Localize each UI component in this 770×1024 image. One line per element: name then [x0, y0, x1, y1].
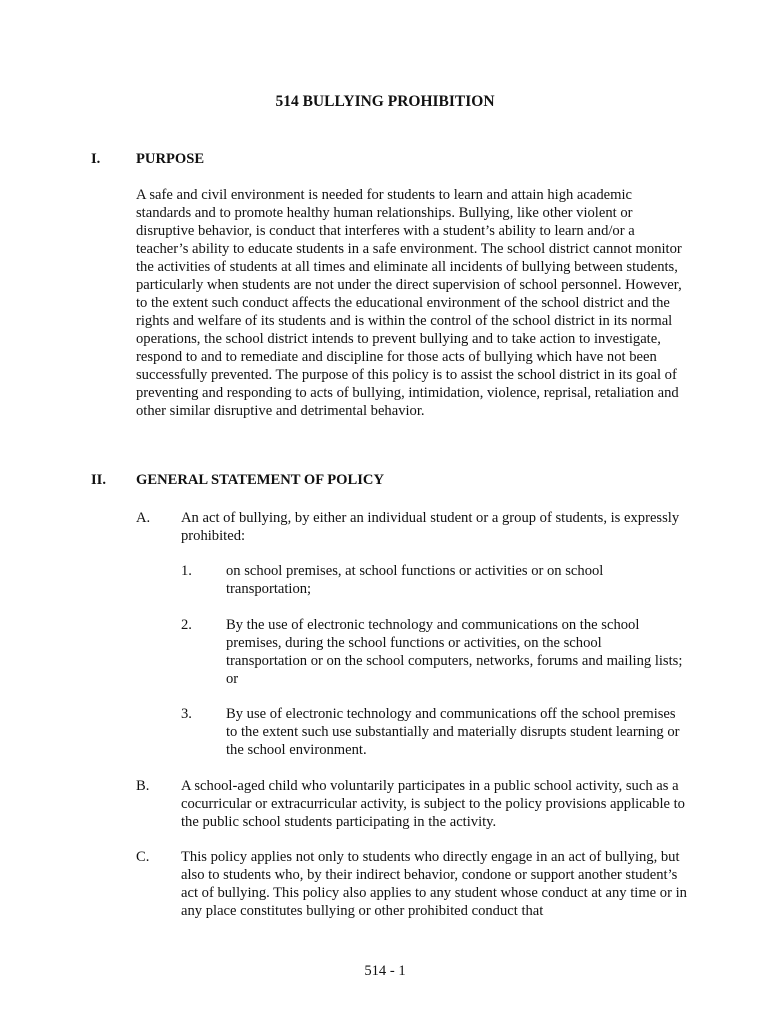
subitem-number-3: 3.: [181, 706, 192, 722]
item-text-c: This policy applies not only to students who directly engage in an act of bullying, but also to students who, by their indirect behavior, condone or support another student’s act of bullying. This policy also applies to any student whose conduct at any time or in any place constitutes bullying or other prohibited conduct that: [181, 849, 687, 919]
document-title: 514 BULLYING PROHIBITION: [275, 93, 495, 110]
subitem-number-2: 2.: [181, 617, 192, 633]
subitem-text-1: on school premises, at school functions or activities or on school transportation;: [226, 563, 604, 597]
subitem-text-3: By use of electronic technology and communications off the school premises to the extent such use substantially and materially disrupts student learning or the school environment.: [226, 706, 680, 758]
item-text-b: A school-aged child who voluntarily participates in a public school activity, such as a cocurricular or extracurricular activity, is subject to the policy provisions applicable to the public school students participating in the activity.: [181, 778, 685, 830]
purpose-paragraph: A safe and civil environment is needed for students to learn and attain high academic standards and to promote healthy human relationships. Bullying, like other violent or disruptive behavior, is conduct that interferes with a student’s ability to learn and/or a teacher’s ability to educate students in a safe environment. The school district cannot monitor the activities of students at all times and eliminate all incidents of bullying between students, particularly when students are not under the direct supervision of school personnel. However, to the extent such conduct affects the educational environment of the school district and the rights and welfare of its students and is within the control of the school district in its normal operations, the school district intends to prevent bullying and to take action to investigate, respond to and to remediate and discipline for those acts of bullying which have not been successfully prevented. The purpose of this policy is to assist the school district in its goal of preventing and responding to acts of bullying, intimidation, violence, reprisal, retaliation and other similar disruptive and detrimental behavior.: [136, 187, 682, 419]
section-heading-purpose: PURPOSE: [136, 151, 205, 167]
item-text-a: An act of bullying, by either an individual student or a group of students, is expressly prohibited:: [181, 510, 680, 544]
section-number-policy: II.: [91, 472, 107, 488]
item-letter-a: A.: [136, 510, 151, 526]
item-letter-b: B.: [136, 778, 150, 794]
section-heading-policy: GENERAL STATEMENT OF POLICY: [136, 472, 384, 488]
subitem-number-1: 1.: [181, 563, 192, 579]
subitem-text-2: By the use of electronic technology and communications on the school premises, during the school functions or activities, on the school transportation or on the school computers, networks, forums and mailing lists; or: [226, 617, 683, 687]
page-footer: 514 - 1: [364, 963, 406, 979]
item-letter-c: C.: [136, 849, 150, 865]
section-number-purpose: I.: [91, 151, 101, 167]
